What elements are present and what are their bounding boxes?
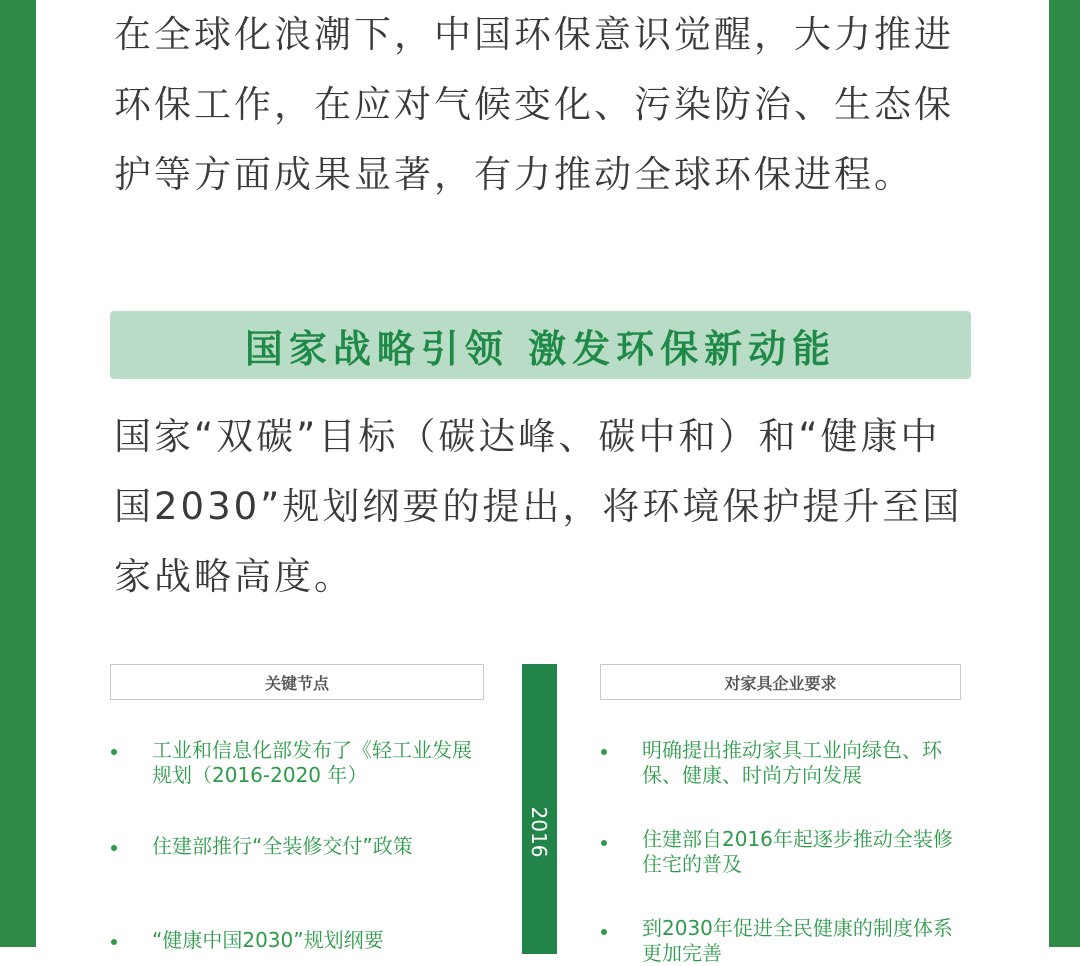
bullet-dot	[601, 840, 607, 846]
enterprise-requirements-header: 对家具企业要求	[600, 664, 961, 700]
requirement-text: 到2030年促进全民健康的制度体系更加完善	[642, 916, 953, 965]
requirement-text: 明确提出推动家具工业向绿色、环保、健康、时尚方向发展	[642, 738, 942, 787]
bullet-dot	[111, 749, 117, 755]
bullet-dot	[111, 845, 117, 851]
key-node-text: 住建部推行“全装修交付”政策	[152, 834, 413, 858]
key-node-text: “健康中国2030”规划纲要	[152, 928, 384, 952]
page-border-right	[1049, 0, 1080, 947]
intro-paragraph: 在全球化浪潮下，中国环保意识觉醒，大力推进环保工作，在应对气候变化、污染防治、生态保护等方面成果显著，有力推动全球环保进程。	[114, 13, 954, 196]
section-banner	[110, 311, 971, 379]
bullet-dot	[111, 939, 117, 945]
section-title: 国家战略引领 激发环保新动能	[244, 326, 837, 371]
requirement-text: 住建部自2016年起逐步推动全装修住宅的普及	[642, 827, 953, 876]
section-paragraph: 国家“双碳”目标（碳达峰、碳中和）和“健康中国2030”规划纲要的提出，将环境保护提升至国家战略高度。	[114, 415, 963, 598]
bullet-dot	[601, 929, 607, 935]
bullet-dot	[601, 749, 607, 755]
key-node-text: 工业和信息化部发布了《轻工业发展规划（2016-2020 年）	[152, 738, 472, 787]
timeline-year-label: 2016	[527, 806, 551, 858]
page-border-left	[0, 0, 36, 947]
key-nodes-header: 关键节点	[110, 664, 484, 700]
